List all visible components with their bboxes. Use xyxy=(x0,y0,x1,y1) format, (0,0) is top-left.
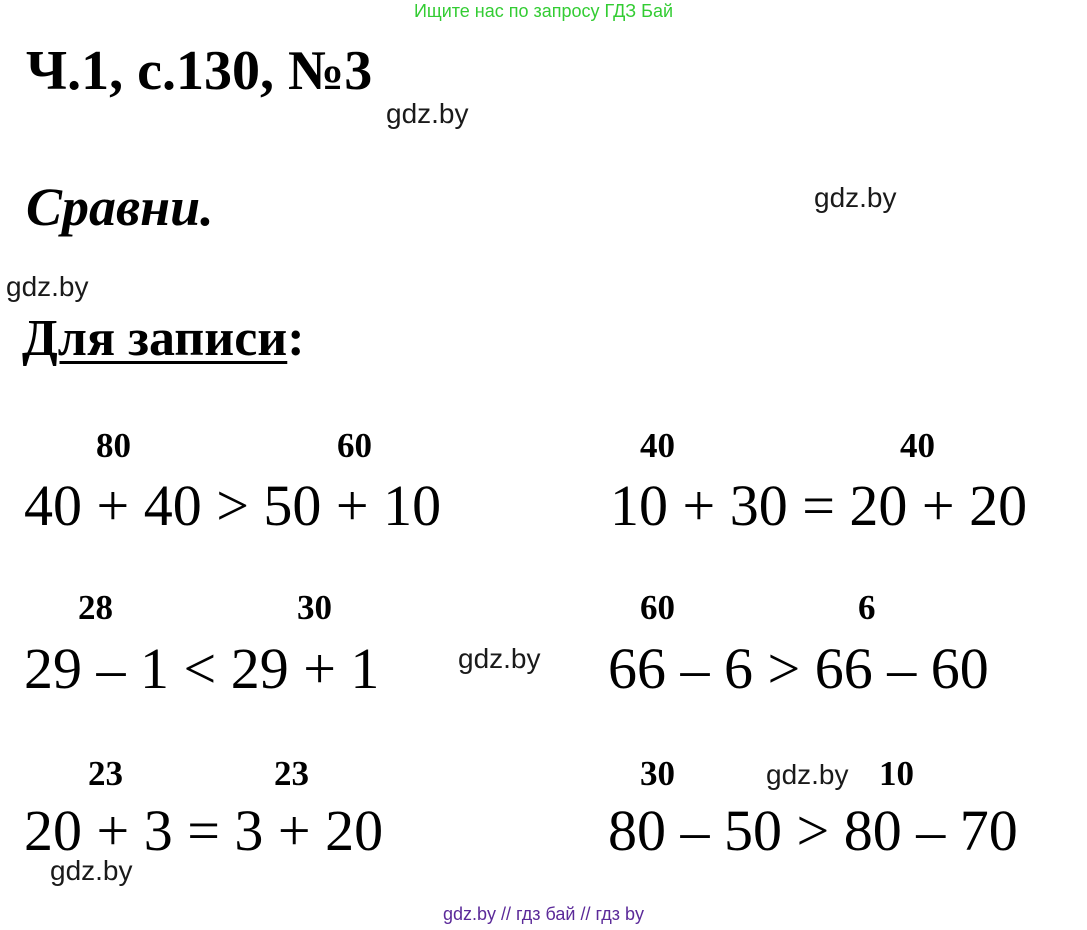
comparison-left-result: 60 xyxy=(640,588,675,627)
section-label-text: Для записи xyxy=(22,310,288,367)
comparison-right-result: 10 xyxy=(879,754,914,793)
watermark: gdz.by xyxy=(386,98,469,129)
comparison-expression: 80 – 50 > 80 – 70 xyxy=(608,798,1018,863)
page-title: Ч.1, с.130, №3 xyxy=(26,40,373,102)
watermark: gdz.by xyxy=(50,855,133,886)
watermark: gdz.by xyxy=(766,759,849,790)
comparison-expression: 40 + 40 > 50 + 10 xyxy=(24,473,442,538)
comparison-expression: 10 + 30 = 20 + 20 xyxy=(610,473,1028,538)
comparison-right-result: 6 xyxy=(858,588,876,627)
section-label-colon: : xyxy=(287,310,305,367)
watermark: gdz.by xyxy=(814,182,897,213)
section-label xyxy=(22,304,305,374)
comparison-expression: 29 – 1 < 29 + 1 xyxy=(24,636,380,701)
comparison-right-result: 30 xyxy=(297,588,332,627)
comparison-left-result: 23 xyxy=(88,754,123,793)
watermark: gdz.by xyxy=(458,643,541,674)
comparison-expression: 66 – 6 > 66 – 60 xyxy=(608,636,989,701)
top-banner: Ищите нас по запросу ГДЗ Бай xyxy=(413,1,674,21)
comparison-right-result: 23 xyxy=(274,754,309,793)
comparison-right-result: 40 xyxy=(900,426,935,465)
task-instruction: Сравни. xyxy=(26,177,214,237)
watermark: gdz.by xyxy=(6,271,89,302)
comparison-left-result: 40 xyxy=(640,426,675,465)
comparison-left-result: 80 xyxy=(96,426,131,465)
footer-links: gdz.by // гдз бай // гдз by xyxy=(442,904,645,924)
comparison-left-result: 30 xyxy=(640,754,675,793)
comparison-expression: 20 + 3 = 3 + 20 xyxy=(24,798,384,863)
comparison-right-result: 60 xyxy=(337,426,372,465)
comparison-left-result: 28 xyxy=(78,588,113,627)
